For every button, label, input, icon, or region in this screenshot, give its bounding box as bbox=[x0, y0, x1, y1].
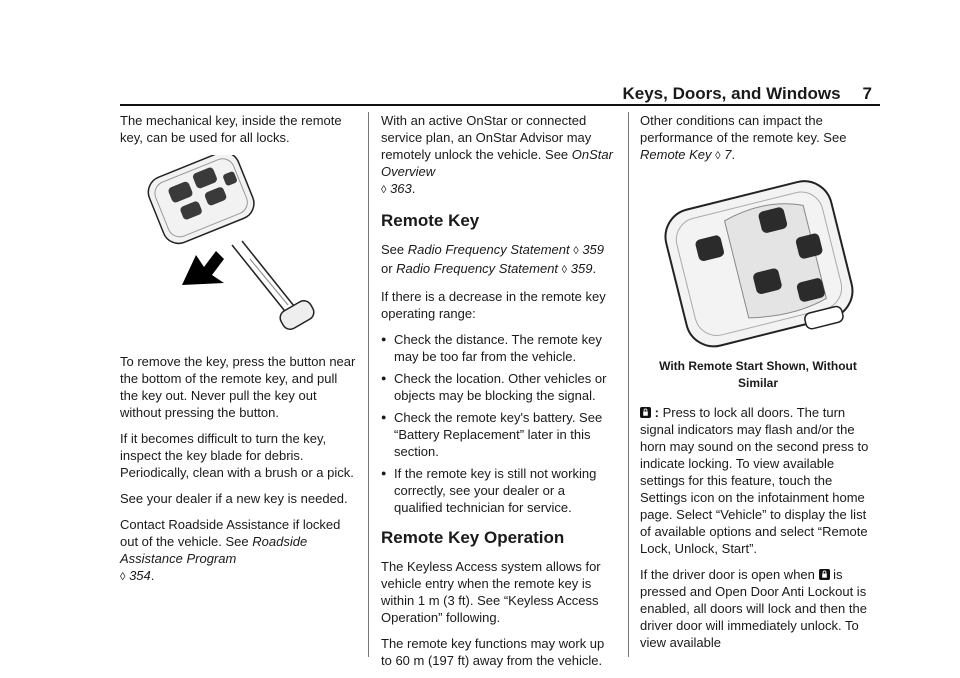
page-ref-icon: ◊ bbox=[715, 150, 721, 162]
list-item: ● If the remote key is still not working correctly, see your dealer or a qualified technician for service. bbox=[381, 465, 617, 516]
column-divider bbox=[628, 112, 629, 657]
page-ref-icon: ◊ bbox=[573, 245, 579, 257]
paragraph: To remove the key, press the button near the bottom of the remote key, and pull the key out. Never pull the key out without pressing the button. bbox=[120, 354, 356, 420]
page-ref-number[interactable]: 359 bbox=[582, 242, 605, 257]
lock-icon bbox=[819, 569, 830, 580]
cross-reference-link[interactable]: OnStar Overview bbox=[381, 147, 613, 179]
page-ref-number[interactable]: 7 bbox=[724, 147, 732, 162]
paragraph: The remote key functions may work up to 60 m (197 ft) away from the vehicle. bbox=[381, 636, 605, 668]
section-heading: Remote Key bbox=[381, 211, 480, 230]
figure-caption: With Remote Start Shown, Without Similar bbox=[659, 359, 857, 390]
remote-key-fob-illustration bbox=[640, 174, 876, 354]
paragraph: : Press to lock all doors. The turn signal indicators may flash and/or the horn may sound on the second press to indicate locking. To view available settings for this feature, touch the Settings icon on the infotainment home page. Select “Vehicle” to display the list of available options and select “Remote Lock, Unlock, Start”. bbox=[640, 405, 869, 556]
page-ref-icon: ◊ bbox=[561, 264, 568, 276]
page-ref-number[interactable]: 359 bbox=[570, 261, 593, 276]
list-item: ● Check the location. Other vehicles or objects may be blocking the signal. bbox=[381, 370, 617, 404]
page-ref-icon: ◊ bbox=[381, 184, 387, 196]
page-ref-number[interactable]: 363 bbox=[390, 181, 412, 196]
paragraph: See Radio Frequency Statement ◊ 359 or Radio Frequency Statement ◊ 359. bbox=[381, 242, 605, 276]
section-title: Keys, Doors, and Windows bbox=[622, 84, 841, 103]
paragraph: If the driver door is open when is pressed and Open Door Anti Lockout is enabled, all doors will lock and then the driver door will immediately unlock. To view available bbox=[640, 567, 867, 650]
page-ref-icon: ◊ bbox=[120, 571, 126, 583]
header-rule bbox=[120, 104, 880, 106]
column-1 bbox=[120, 112, 356, 595]
paragraph: With an active OnStar or connected service plan, an OnStar Advisor may remotely unlock the vehicle. See OnStar Overview ◊ 363. bbox=[381, 113, 613, 196]
cross-reference-link[interactable]: Radio Frequency Statement bbox=[396, 261, 559, 276]
paragraph: Other conditions can impact the performance of the remote key. See Remote Key ◊ 7. bbox=[640, 113, 847, 162]
lock-icon bbox=[640, 407, 651, 418]
column-divider bbox=[368, 112, 369, 657]
list-item: ● Check the remote key's battery. See “Battery Replacement” later in this section. bbox=[381, 409, 617, 460]
paragraph: If there is a decrease in the remote key operating range: bbox=[381, 289, 606, 321]
column-3 bbox=[640, 112, 876, 660]
paragraph: See your dealer if a new key is needed. bbox=[120, 491, 348, 506]
paragraph: The Keyless Access system allows for vehicle entry when the remote key is within 1 m (3 ft). See “Keyless Access Operation” following. bbox=[381, 559, 601, 625]
cross-reference-link[interactable]: Radio Frequency Statement bbox=[407, 242, 570, 257]
cross-reference-link[interactable]: Roadside Assistance Program bbox=[120, 534, 308, 566]
paragraph: The mechanical key, inside the remote key, can be used for all locks. bbox=[120, 113, 342, 145]
page-number: 7 bbox=[862, 84, 872, 103]
section-heading: Remote Key Operation bbox=[381, 528, 565, 547]
cross-reference-link[interactable]: Remote Key bbox=[640, 147, 712, 162]
page-header bbox=[622, 84, 872, 104]
list-item: ● Check the distance. The remote key may be too far from the vehicle. bbox=[381, 331, 617, 365]
bullet-list bbox=[381, 331, 617, 516]
paragraph: If it becomes difficult to turn the key, inspect the key blade for debris. Periodically, clean with a brush or a pick. bbox=[120, 431, 354, 480]
key-removal-illustration bbox=[120, 155, 356, 343]
paragraph: Contact Roadside Assistance if locked out of the vehicle. See Roadside Assistance Program ◊ 354. bbox=[120, 517, 341, 583]
column-2 bbox=[381, 112, 617, 678]
page-ref-number[interactable]: 354 bbox=[129, 568, 151, 583]
